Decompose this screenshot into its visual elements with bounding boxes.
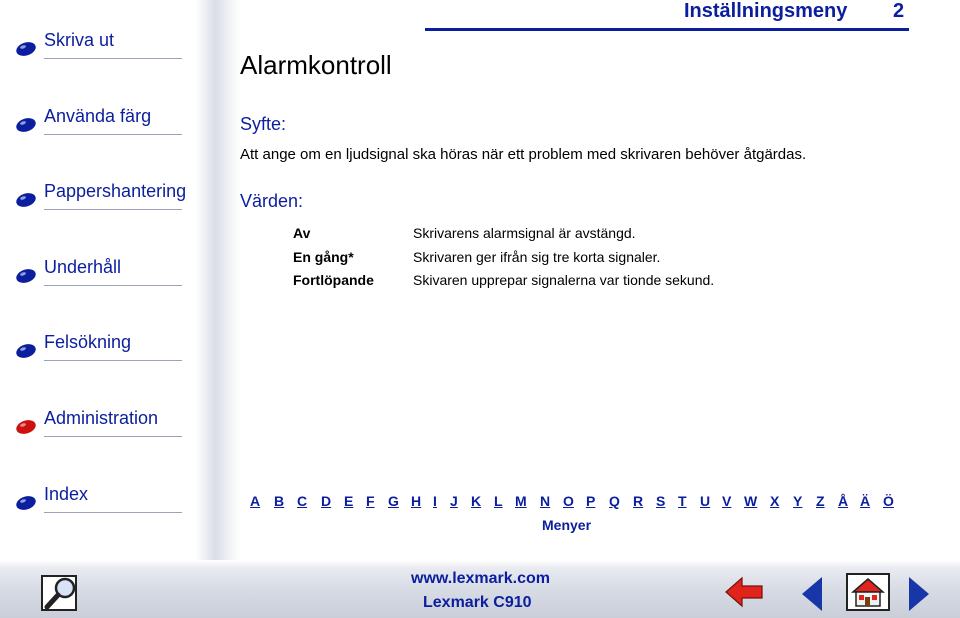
search-icon[interactable]	[38, 572, 86, 614]
index-letter-link[interactable]: F	[366, 493, 375, 509]
index-letter-link[interactable]: H	[411, 493, 422, 509]
index-letter-link[interactable]: V	[722, 493, 732, 509]
back-arrow-icon[interactable]	[724, 575, 766, 609]
index-letter-link[interactable]: N	[540, 493, 551, 509]
menus-link[interactable]: Menyer	[542, 517, 592, 533]
sidebar-item-administration[interactable]	[14, 408, 182, 438]
sidebar-item-underline	[44, 58, 182, 59]
bullet-icon	[14, 267, 38, 285]
bullet-icon	[14, 191, 38, 209]
sidebar-item-underhall[interactable]	[14, 257, 182, 287]
home-icon[interactable]	[845, 572, 891, 612]
page-title: Alarmkontroll	[240, 50, 392, 80]
sidebar-item-label: Index	[44, 484, 89, 504]
sidebar-item-label: Administration	[44, 408, 159, 428]
value-description: Skrivaren ger ifrån sig tre korta signaler.	[413, 249, 661, 265]
sidebar-item-anvanda-farg[interactable]	[14, 106, 182, 136]
index-letter-link[interactable]: T	[678, 493, 687, 509]
index-letter-link[interactable]: S	[656, 493, 666, 509]
bullet-icon	[14, 342, 38, 360]
index-letter-link[interactable]: Z	[816, 493, 825, 509]
index-letter-link[interactable]: E	[344, 493, 354, 509]
sidebar-item-skriva-ut[interactable]	[14, 30, 182, 60]
sidebar-item-label: Skriva ut	[44, 30, 115, 50]
bullet-icon	[14, 116, 38, 134]
value-description: Skrivarens alarmsignal är avstängd.	[413, 225, 636, 241]
index-letter-link[interactable]: Y	[793, 493, 803, 509]
index-letter-link[interactable]: G	[388, 493, 399, 509]
index-letter-link[interactable]: I	[433, 493, 437, 509]
next-page-icon[interactable]	[906, 575, 932, 613]
alphabet-index	[250, 493, 900, 513]
value-term: En gång*	[293, 249, 354, 265]
index-letter-link[interactable]: C	[297, 493, 308, 509]
product-name: Lexmark C910	[423, 594, 532, 611]
section-title: Inställningsmeny	[684, 0, 848, 22]
index-letter-link[interactable]: Ö	[883, 493, 894, 509]
bullet-icon	[14, 40, 38, 58]
index-letter-link[interactable]: M	[515, 493, 527, 509]
index-letter-link[interactable]: K	[471, 493, 482, 509]
purpose-heading: Syfte:	[240, 114, 287, 134]
index-letter-link[interactable]: B	[274, 493, 285, 509]
index-letter-link[interactable]: D	[321, 493, 332, 509]
index-letter-link[interactable]: Ä	[860, 493, 871, 509]
sidebar-item-underline	[44, 209, 182, 210]
sidebar-item-underline	[44, 512, 182, 513]
website-link[interactable]: www.lexmark.com	[411, 570, 551, 587]
index-letter-link[interactable]: Q	[609, 493, 620, 509]
index-letter-link[interactable]: P	[586, 493, 596, 509]
page-number: 2	[893, 0, 905, 22]
sidebar-item-label: Underhåll	[44, 257, 122, 277]
bullet-icon	[14, 494, 38, 512]
active-bullet-icon	[14, 418, 38, 436]
sidebar-item-underline	[44, 134, 182, 135]
value-description: Skivaren upprepar signalerna var tionde sekund.	[413, 272, 715, 288]
index-letter-link[interactable]: L	[494, 493, 503, 509]
sidebar-item-label: Använda färg	[44, 106, 152, 126]
value-term: Fortlöpande	[293, 272, 374, 288]
index-letter-link[interactable]: Å	[838, 493, 849, 509]
index-letter-link[interactable]: R	[633, 493, 644, 509]
sidebar-item-felsokning[interactable]	[14, 332, 182, 362]
value-term: Av	[293, 225, 311, 241]
purpose-text: Att ange om en ljudsignal ska höras när ett problem med skrivaren behöver åtgärdas.	[240, 146, 807, 163]
index-letter-link[interactable]: O	[563, 493, 574, 509]
sidebar-item-label: Felsökning	[44, 332, 132, 352]
sidebar-item-index[interactable]	[14, 484, 182, 514]
sidebar-item-underline	[44, 436, 182, 437]
previous-page-icon[interactable]	[799, 575, 825, 613]
sidebar-item-underline	[44, 360, 182, 361]
index-letter-link[interactable]: W	[744, 493, 758, 509]
sidebar-item-pappershantering[interactable]	[14, 181, 187, 211]
index-letter-link[interactable]: A	[250, 493, 261, 509]
header-rule	[425, 28, 909, 31]
sidebar-item-label: Pappershantering	[44, 181, 187, 201]
index-letter-link[interactable]: J	[450, 493, 458, 509]
values-heading: Värden:	[240, 191, 304, 211]
sidebar-item-underline	[44, 285, 182, 286]
index-letter-link[interactable]: U	[700, 493, 711, 509]
index-letter-link[interactable]: X	[770, 493, 780, 509]
